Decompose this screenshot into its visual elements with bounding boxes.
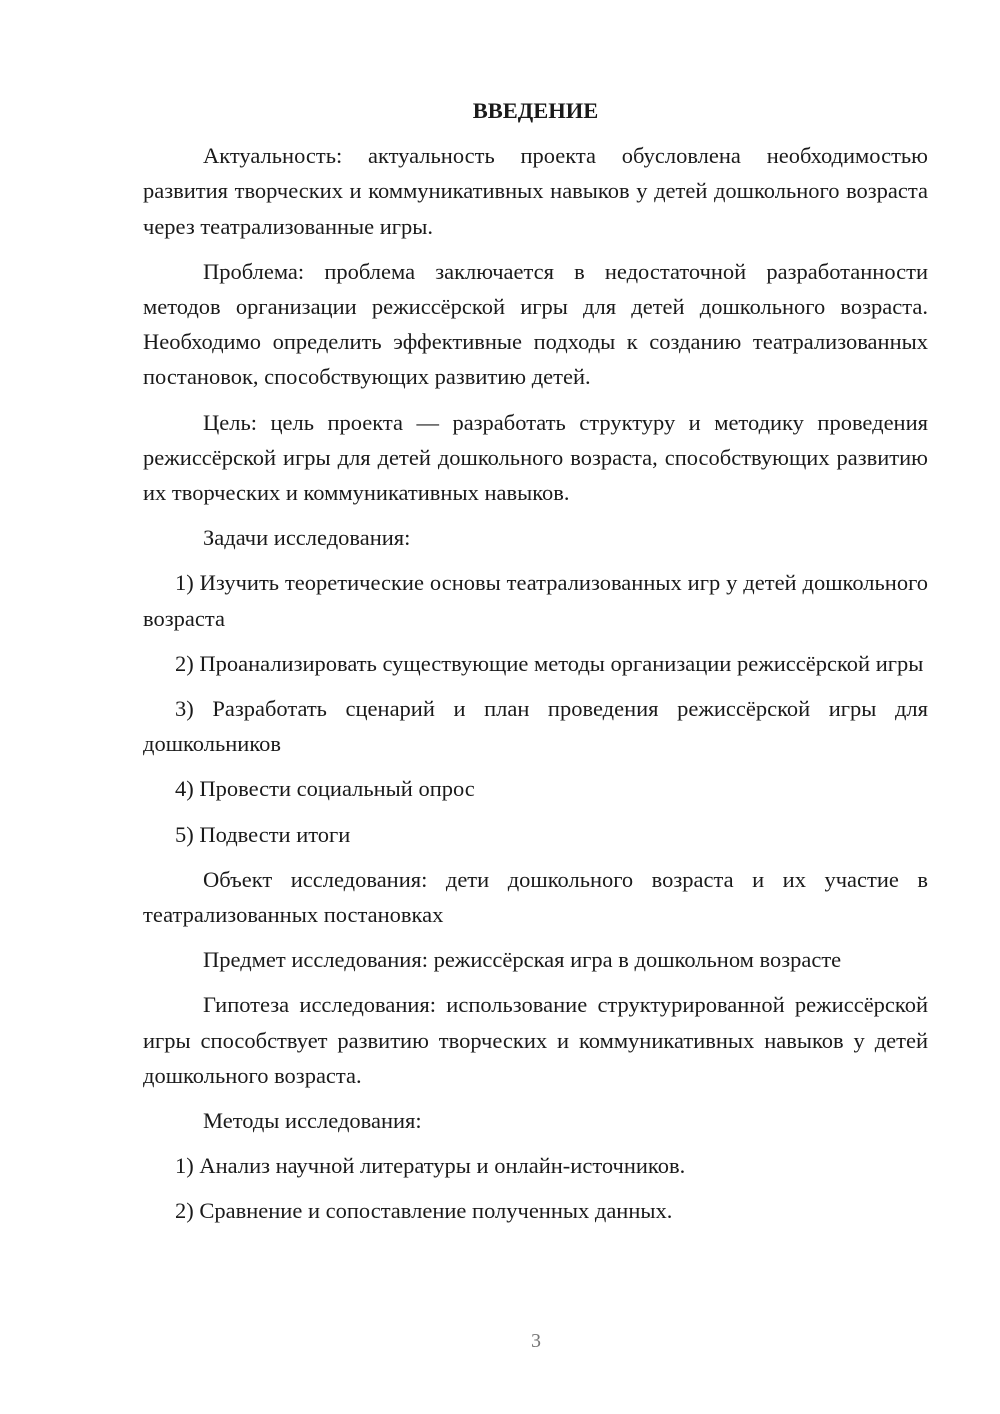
page-title: ВВЕДЕНИЕ — [472, 98, 599, 123]
task-item: 5) Подвести итоги — [175, 821, 351, 847]
task-item: 3) Разработать сценарий и план проведения режиссёрской игры для дошкольников — [143, 696, 928, 757]
task-item: 1) Изучить теоретические основы театрализованных игр у детей дошкольного возраста — [143, 570, 928, 631]
method-item: 2) Сравнение и сопоставление полученных данных. — [175, 1198, 673, 1224]
paragraph-tasks-heading: Задачи исследования: — [203, 525, 411, 551]
paragraph-goal: Цель: цель проекта — разработать структуру и методику проведения режиссёрской игры для детей дошкольного возраста, способствующих развитию их творческих и коммуникативных навыков. — [143, 409, 928, 506]
paragraph-relevance: Актуальность: актуальность проекта обусловлена необходимостью развития творческих и коммуникативных навыков у детей дошкольного возраста через театрализованные игры. — [143, 143, 928, 239]
method-item: 1) Анализ научной литературы и онлайн-источников. — [175, 1153, 686, 1179]
paragraph-methods-heading: Методы исследования: — [203, 1108, 422, 1134]
page-number: 3 — [531, 1330, 541, 1352]
page-content — [143, 93, 928, 1239]
paragraph-hypothesis: Гипотеза исследования: использование структурированной режиссёрской игры способствует развитию творческих и коммуникативных навыков у детей дошкольного возраста. — [143, 992, 928, 1088]
paragraph-problem: Проблема: проблема заключается в недостаточной разработанности методов организации режиссёрской игры для детей дошкольного возраста. Необходимо определить эффективные подходы к созданию театрализованных постановок, способствующих развитию детей. — [143, 258, 928, 390]
paragraph-subject: Предмет исследования: режиссёрская игра в дошкольном возрасте — [203, 947, 842, 973]
task-item: 2) Проанализировать существующие методы организации режиссёрской игры — [175, 650, 924, 676]
task-item: 4) Провести социальный опрос — [175, 776, 475, 802]
paragraph-object: Объект исследования: дети дошкольного возраста и их участие в театрализованных постановках — [143, 866, 928, 928]
